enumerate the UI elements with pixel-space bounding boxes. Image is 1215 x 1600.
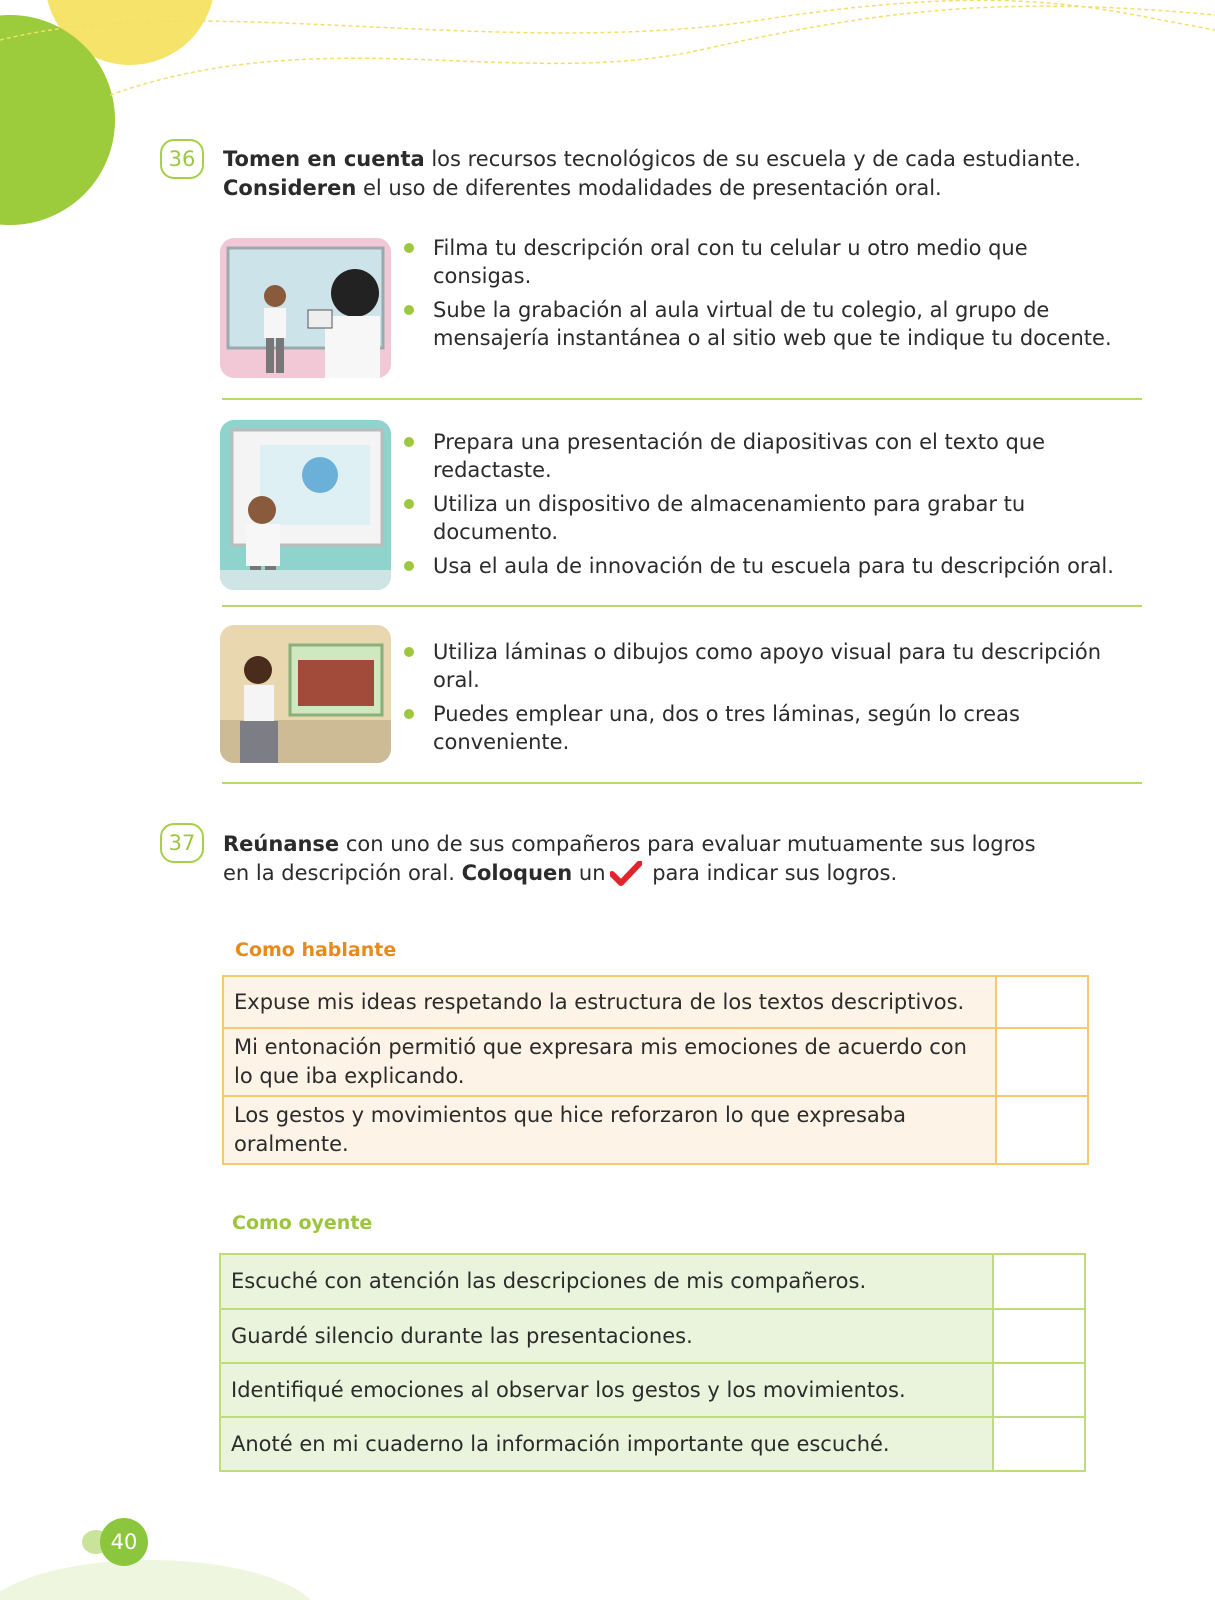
bullet-list [404, 428, 1144, 586]
list-item: Puedes emplear una, dos o tres láminas, según lo creas conveniente. [404, 700, 1144, 756]
check-box[interactable] [996, 976, 1088, 1028]
listener-checklist [219, 1253, 1086, 1472]
table-row [223, 1096, 1088, 1164]
page-decoration [0, 0, 1215, 260]
bullet-icon [404, 499, 414, 509]
instruction-text: el uso de diferentes modalidades de presentación oral. [356, 176, 942, 200]
criterion-text: Guardé silencio durante las presentaciones. [220, 1309, 993, 1363]
criterion-text: Mi entonación permitió que expresara mis emociones de acuerdo con lo que iba explicando. [223, 1028, 996, 1096]
list-item: Sube la grabación al aula virtual de tu colegio, al grupo de mensajería instantánea o al sitio web que te indique tu docente. [404, 296, 1124, 352]
table-row [223, 976, 1088, 1028]
list-item: Usa el aula de innovación de tu escuela para tu descripción oral. [404, 552, 1144, 580]
speaker-heading: Como hablante [235, 939, 397, 961]
divider [222, 782, 1142, 784]
list-item: Utiliza un dispositivo de almacenamiento para grabar tu documento. [404, 490, 1144, 546]
table-row [220, 1417, 1085, 1471]
check-box[interactable] [993, 1254, 1085, 1309]
activity-number-37: 37 [160, 823, 204, 863]
red-check-icon [610, 861, 642, 887]
list-item: Filma tu descripción oral con tu celular u otro medio que consigas. [404, 234, 1124, 290]
girl-filming-boy-illustration [220, 238, 391, 378]
instruction-bold: Tomen en cuenta [223, 147, 425, 171]
table-row [220, 1309, 1085, 1363]
instruction-text: para indicar sus logros. [645, 861, 898, 885]
bullet-icon [404, 437, 414, 447]
instruction-text: con uno de sus compañeros para evaluar mutuamente sus logros [339, 832, 1036, 856]
modality-row-slides [220, 420, 1142, 595]
list-item: Prepara una presentación de diapositivas con el texto que redactaste. [404, 428, 1144, 484]
check-box[interactable] [993, 1417, 1085, 1471]
bullet-icon [404, 709, 414, 719]
instruction-bold: Consideren [223, 176, 357, 200]
bullet-icon [404, 647, 414, 657]
boy-presenting-slides-illustration [220, 420, 391, 590]
listener-heading: Como oyente [232, 1212, 373, 1234]
criterion-text: Los gestos y movimientos que hice reforzaron lo que expresaba oralmente. [223, 1096, 996, 1164]
table-row [223, 1028, 1088, 1096]
check-box[interactable] [996, 1028, 1088, 1096]
instruction-text: los recursos tecnológicos de su escuela y de cada estudiante. [424, 147, 1082, 171]
activity-number-36: 36 [160, 139, 204, 179]
speaker-checklist [222, 975, 1089, 1165]
criterion-text: Escuché con atención las descripciones de mis compañeros. [220, 1254, 993, 1309]
table-row [220, 1254, 1085, 1309]
instruction-text: en la descripción oral. [223, 861, 462, 885]
instruction-text: un [572, 861, 606, 885]
bullet-list [404, 638, 1144, 762]
page-number: 40 [100, 1518, 148, 1566]
modality-row-posters [220, 625, 1142, 780]
table-row [220, 1363, 1085, 1417]
bullet-icon [404, 243, 414, 253]
girl-showing-poster-illustration [220, 625, 391, 763]
divider [222, 605, 1142, 607]
instruction-bold: Coloquen [461, 861, 573, 885]
criterion-text: Anoté en mi cuaderno la información importante que escuché. [220, 1417, 993, 1471]
activity-36-instructions [223, 145, 1153, 203]
list-item: Utiliza láminas o dibujos como apoyo visual para tu descripción oral. [404, 638, 1144, 694]
criterion-text: Identifiqué emociones al observar los gestos y los movimientos. [220, 1363, 993, 1417]
check-box[interactable] [996, 1096, 1088, 1164]
modality-row-video [220, 236, 1142, 396]
bullet-icon [404, 561, 414, 571]
check-box[interactable] [993, 1309, 1085, 1363]
activity-37-instructions [223, 830, 1153, 888]
bullet-list [404, 234, 1124, 358]
divider [222, 398, 1142, 400]
criterion-text: Expuse mis ideas respetando la estructura de los textos descriptivos. [223, 976, 996, 1028]
bullet-icon [404, 305, 414, 315]
check-box[interactable] [993, 1363, 1085, 1417]
instruction-bold: Reúnanse [223, 832, 340, 856]
